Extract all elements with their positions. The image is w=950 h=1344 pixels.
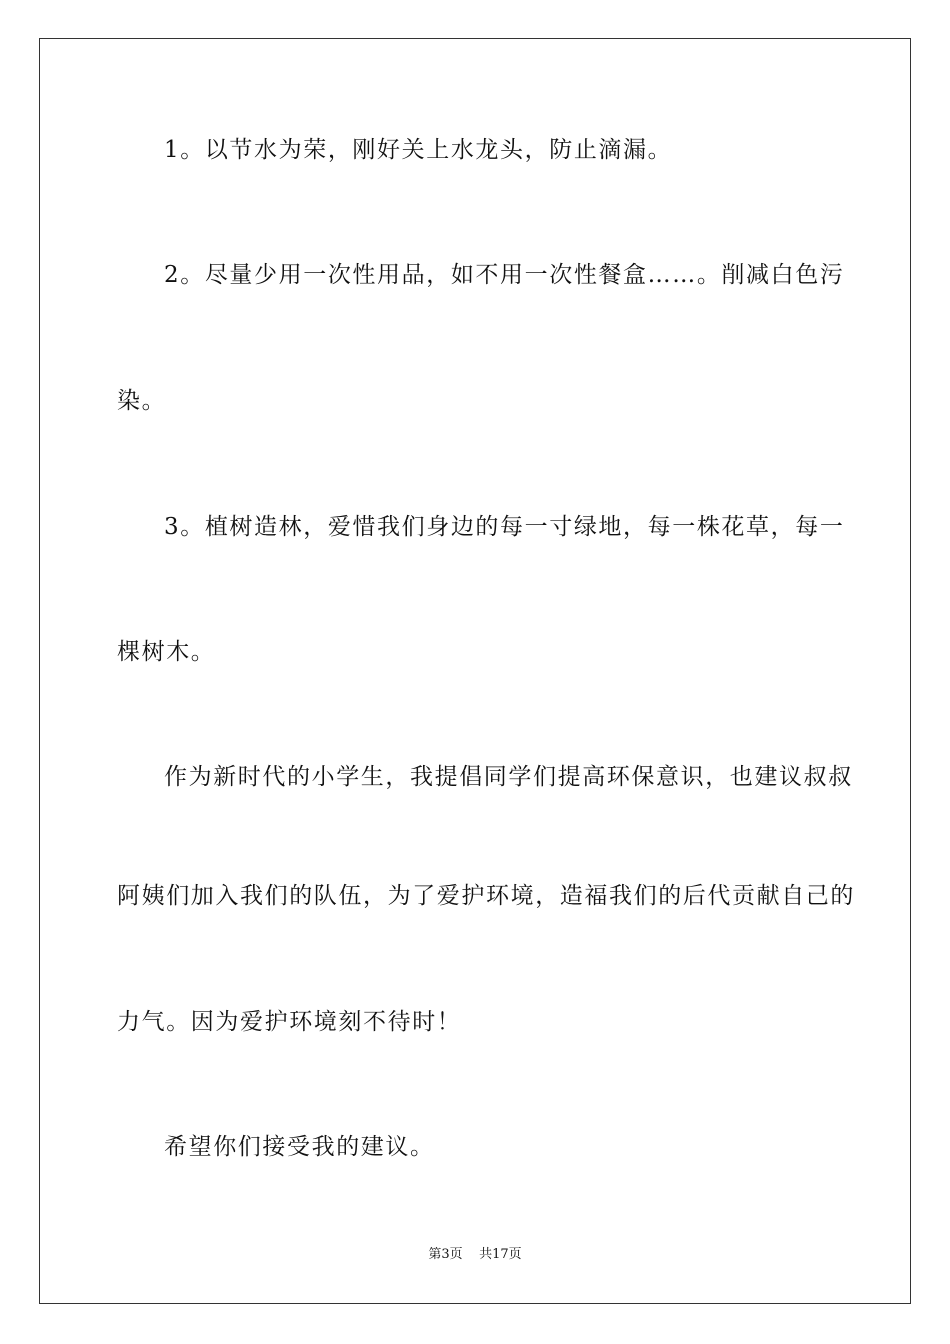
paragraph-line-7: 阿姨们加入我们的队伍，为了爱护环境，造福我们的后代贡献自己的: [117, 883, 855, 909]
paragraph-line-5: 棵树木。: [117, 639, 216, 665]
page-footer: [0, 1246, 950, 1264]
paragraph-line-8: 力气。因为爱护环境刻不待时！: [117, 1009, 462, 1035]
paragraph-line-4: 3。植树造林，爱惜我们身边的每一寸绿地，每一株花草，每一: [164, 514, 845, 540]
page-number: 第3页: [428, 1247, 463, 1262]
paragraph-line-2: 2。尽量少用一次性用品，如不用一次性餐盒……。削减白色污: [164, 262, 845, 288]
page-total: 共17页: [479, 1247, 522, 1262]
paragraph-line-6: 作为新时代的小学生，我提倡同学们提高环保意识，也建议叔叔: [164, 764, 853, 790]
paragraph-line-1: 1。以节水为荣，刚好关上水龙头，防止滴漏。: [164, 137, 673, 163]
paragraph-line-3: 染。: [117, 388, 167, 414]
page-border: [39, 38, 911, 1304]
paragraph-line-9: 希望你们接受我的建议。: [164, 1134, 435, 1160]
